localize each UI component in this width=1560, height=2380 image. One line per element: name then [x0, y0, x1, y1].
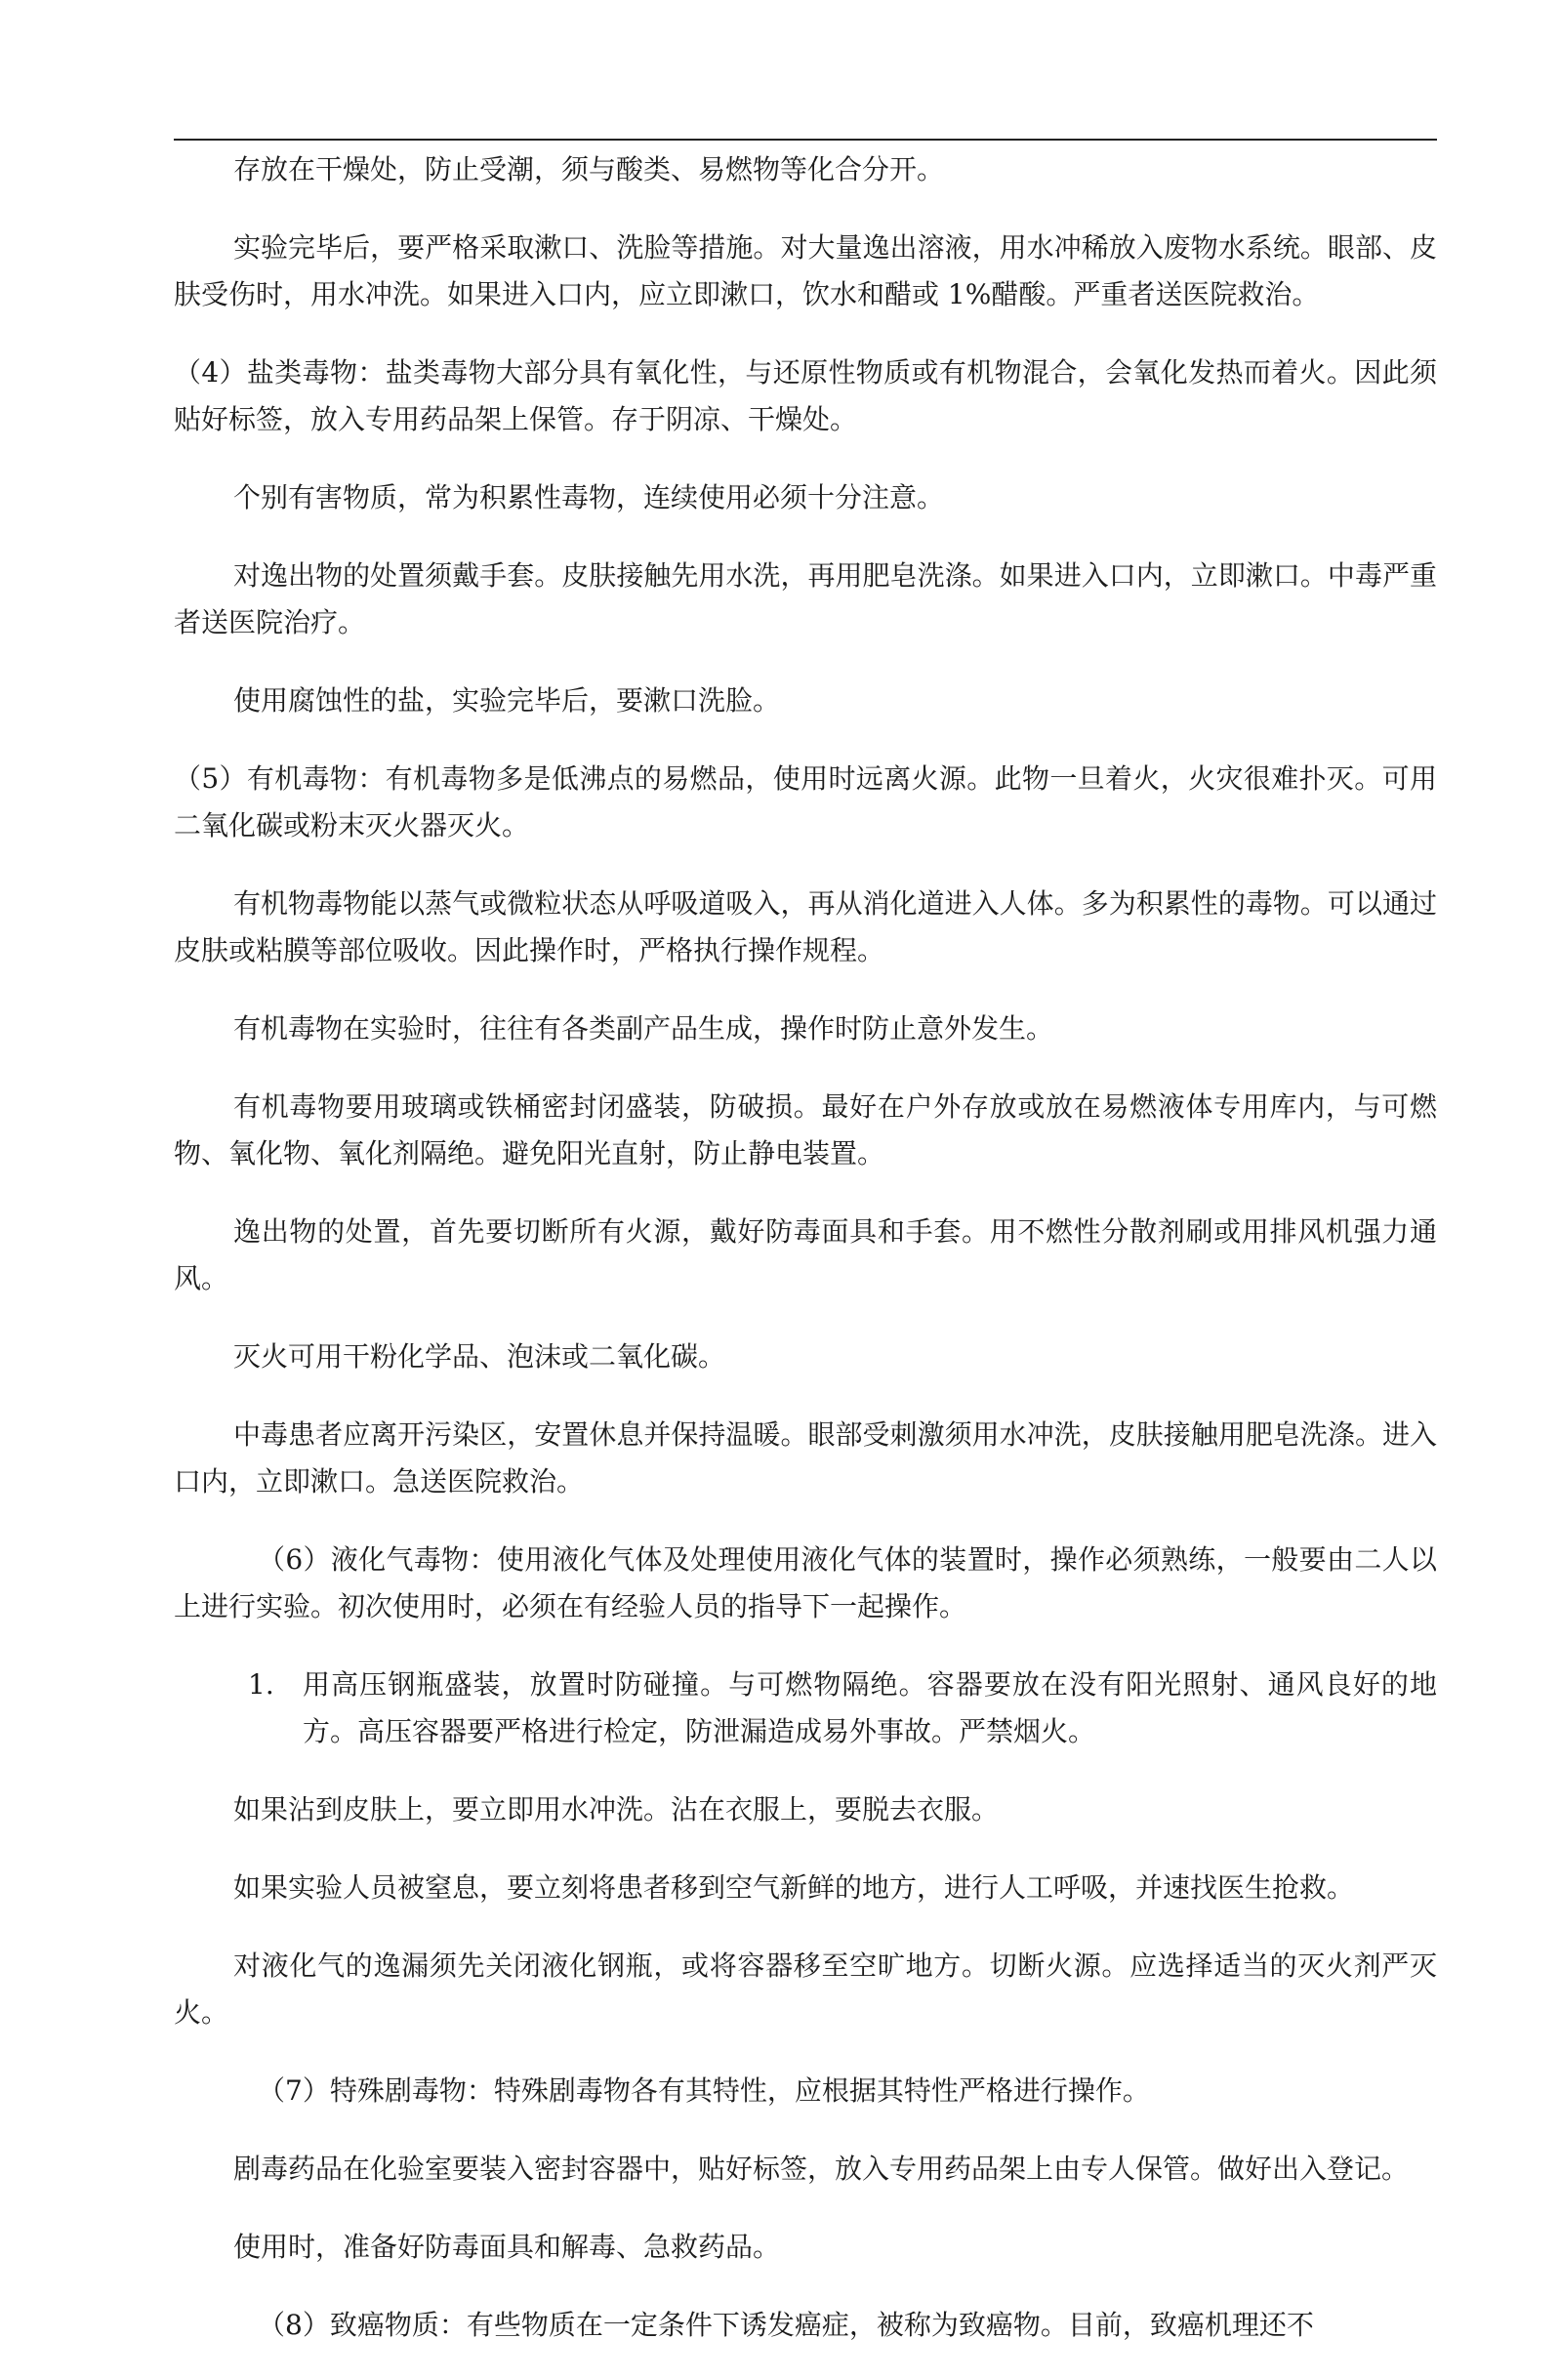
paragraph: 有机毒物在实验时，往往有各类副产品生成，操作时防止意外发生。 — [233, 1012, 1054, 1045]
section-heading-paragraph: （7）特殊剧毒物：特殊剧毒物各有其特性，应根据其特性严格进行操作。 — [258, 2074, 1150, 2107]
paragraph: 个别有害物质，常为积累性毒物，连续使用必须十分注意。 — [233, 481, 945, 513]
list-number: 1. — [248, 1668, 274, 1701]
header-rule — [174, 139, 1437, 141]
document-body — [174, 146, 1437, 2380]
section-heading-paragraph: （8）致癌物质：有些物质在一定条件下诱发癌症，被称为致癌物。目前，致癌机理还不 — [258, 2309, 1314, 2341]
paragraph: 使用腐蚀性的盐，实验完毕后，要漱口洗脸。 — [233, 684, 781, 717]
paragraph: 如果沾到皮肤上，要立即用水冲洗。沾在衣服上，要脱去衣服。 — [233, 1793, 1000, 1826]
paragraph: 有机毒物要用玻璃或铁桶密封闭盛装，防破损。最好在户外存放或放在易燃液体专用库内，与可燃物、氧化物、氧化剂隔绝。避免阳光直射，防止静电装置。 — [174, 1090, 1437, 1169]
paragraph: 对液化气的逸漏须先关闭液化钢瓶，或将容器移至空旷地方。切断火源。应选择适当的灭火剂严灭火。 — [174, 1949, 1437, 2029]
paragraph: 中毒患者应离开污染区，安置休息并保持温暖。眼部受刺激须用水冲洗，皮肤接触用肥皂洗涤。进入口内，立即漱口。急送医院救治。 — [174, 1418, 1437, 1498]
paragraph: 存放在干燥处，防止受潮，须与酸类、易燃物等化合分开。 — [233, 153, 945, 185]
section-heading-paragraph: （6）液化气毒物：使用液化气体及处理使用液化气体的装置时，操作必须熟练，一般要由二人以上进行实验。初次使用时，必须在有经验人员的指导下一起操作。 — [174, 1543, 1437, 1622]
paragraph: 使用时，准备好防毒面具和解毒、急救药品。 — [233, 2231, 781, 2263]
paragraph: 对逸出物的处置须戴手套。皮肤接触先用水洗，再用肥皂洗涤。如果进入口内，立即漱口。中毒严重者送医院治疗。 — [174, 559, 1437, 638]
paragraph: 灭火可用干粉化学品、泡沫或二氧化碳。 — [233, 1340, 726, 1373]
paragraph: 如果实验人员被窒息，要立刻将患者移到空气新鲜的地方，进行人工呼吸，并速找医生抢救。 — [233, 1871, 1355, 1904]
paragraph: 实验完毕后，要严格采取漱口、洗脸等措施。对大量逸出溶液，用水冲稀放入废物水系统。眼部、皮肤受伤时，用水冲洗。如果进入口内，应立即漱口，饮水和醋或 1%醋酸。严重者送医院救治。 — [174, 231, 1437, 310]
numbered-list-item — [174, 1662, 1437, 1755]
section-heading-paragraph: （4）盐类毒物：盐类毒物大部分具有氧化性，与还原性物质或有机物混合，会氧化发热而着火。因此须贴好标签，放入专用药品架上保管。存于阴凉、干燥处。 — [174, 356, 1437, 435]
paragraph: 剧毒药品在化验室要装入密封容器中，贴好标签，放入专用药品架上由专人保管。做好出入登记。 — [233, 2153, 1410, 2185]
list-item-text: 用高压钢瓶盛装，放置时防碰撞。与可燃物隔绝。容器要放在没有阳光照射、通风良好的地方。高压容器要严格进行检定，防泄漏造成易外事故。严禁烟火。 — [303, 1668, 1437, 1747]
section-heading-paragraph: （5）有机毒物：有机毒物多是低沸点的易燃品，使用时远离火源。此物一旦着火，火灾很难扑灭。可用二氧化碳或粉末灭火器灭火。 — [174, 762, 1437, 841]
paragraph: 逸出物的处置，首先要切断所有火源，戴好防毒面具和手套。用不燃性分散剂刷或用排风机强力通风。 — [174, 1215, 1437, 1294]
paragraph: 有机物毒物能以蒸气或微粒状态从呼吸道吸入，再从消化道进入人体。多为积累性的毒物。可以通过皮肤或粘膜等部位吸收。因此操作时，严格执行操作规程。 — [174, 887, 1437, 966]
